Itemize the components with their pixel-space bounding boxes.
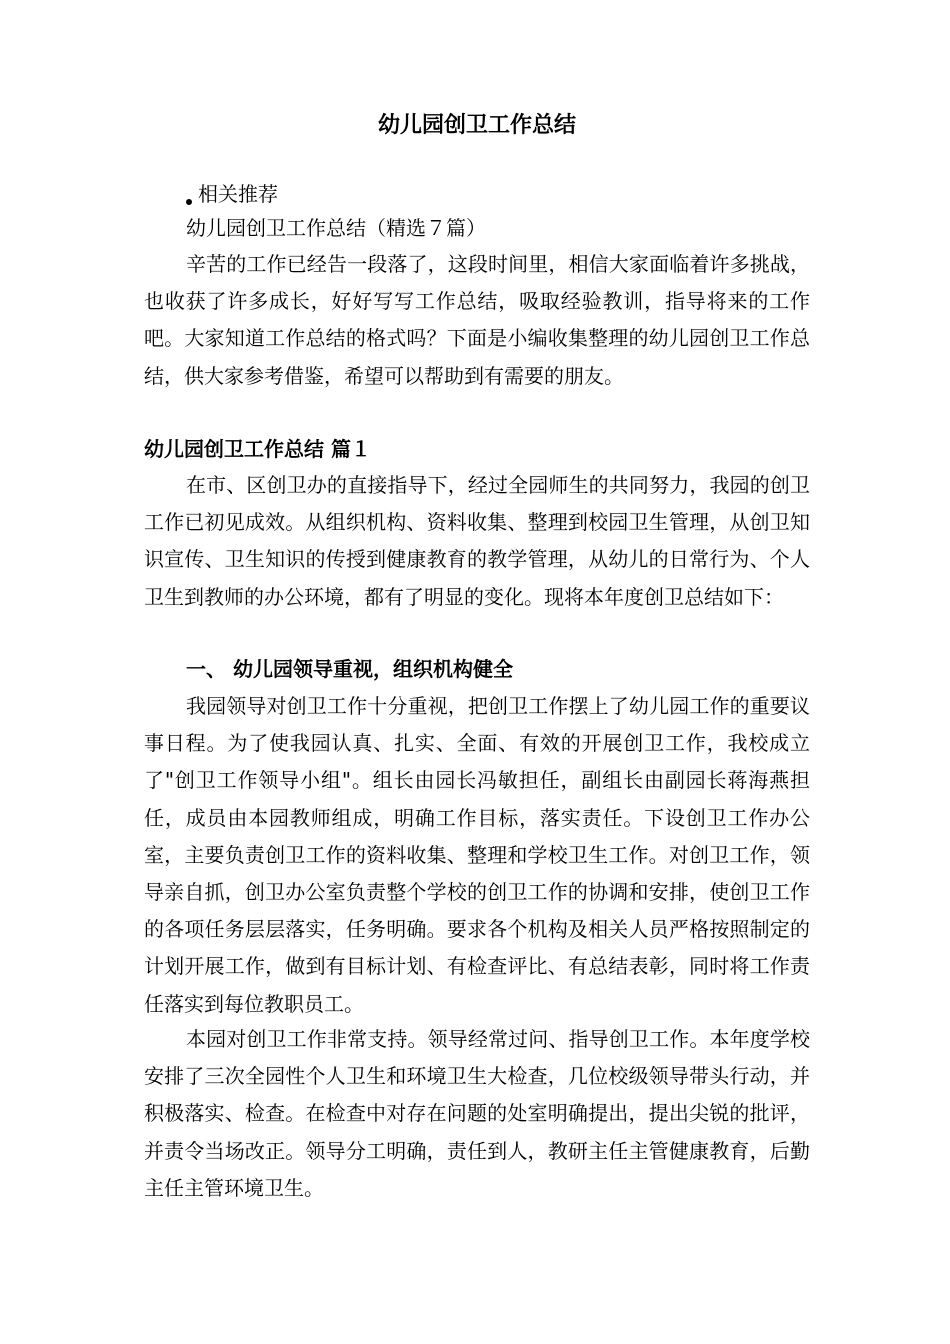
section-paragraph: 本园对创卫工作非常支持。领导经常过问、指导创卫工作。本年度学校安排了三次全园性个人卫生和环境卫生大检查，几位校级领导带头行动，并积极落实、检查。在检查中对存在问题的处室明确提出，提出尖锐的批评，并责令当场改正。领导分工明确，责任到人，教研主任主管健康教育，后勤主任主管环境卫生。 <box>144 1027 810 1200</box>
chapter-intro-paragraph: 在市、区创卫办的直接指导下，经过全园师生的共同努力，我园的创卫工作已初见成效。从组织机构、资料收集、整理到校园卫生管理，从创卫知识宣传、卫生知识的传授到健康教育的教学管理，从幼儿的日常行为、个人卫生到教师的办公环境，都有了明显的变化。现将本年度创卫总结如下： <box>144 473 810 609</box>
chapter-heading: 幼儿园创卫工作总结 篇１ <box>144 437 371 461</box>
section-paragraph: 我园领导对创卫工作十分重视，把创卫工作摆上了幼儿园工作的重要议事日程。为了使我园认真、扎实、全面、有效的开展创卫工作，我校成立了"创卫工作领导小组"。组长由园长冯敏担任，副组长由副园长蒋海燕担任，成员由本园教师组成，明确工作目标，落实责任。下设创卫工作办公室，主要负责创卫工作的资料收集、整理和学校卫生工作。对创卫工作，领导亲自抓，创卫办公室负责整个学校的创卫工作的协调和安排，使创卫工作的各项任务层层落实，任务明确。要求各个机构及相关人员严格按照制定的计划开展工作，做到有目标计划、有检查评比、有总结表彰，同时将工作责任落实到每位教职员工。 <box>144 694 810 1016</box>
intro-paragraph: 辛苦的工作已经告一段落了，这段时间里，相信大家面临着许多挑战，也收获了许多成长，好好写写工作总结，吸取经验教训，指导将来的工作吧。大家知道工作总结的格式吗？下面是小编收集整理的幼儿园创卫工作总结，供大家参考借鉴，希望可以帮助到有需要的朋友。 <box>144 252 810 388</box>
bullet-icon <box>186 199 192 205</box>
related-recommend-label: 相关推荐 <box>198 182 278 206</box>
related-recommend[interactable] <box>186 178 278 210</box>
document-subtitle: 幼儿园创卫工作总结（精选７篇） <box>186 216 486 240</box>
section-heading: 一、 幼儿园领导重视，组织机构健全 <box>186 657 513 681</box>
document-title: 幼儿园创卫工作总结 <box>377 113 576 138</box>
